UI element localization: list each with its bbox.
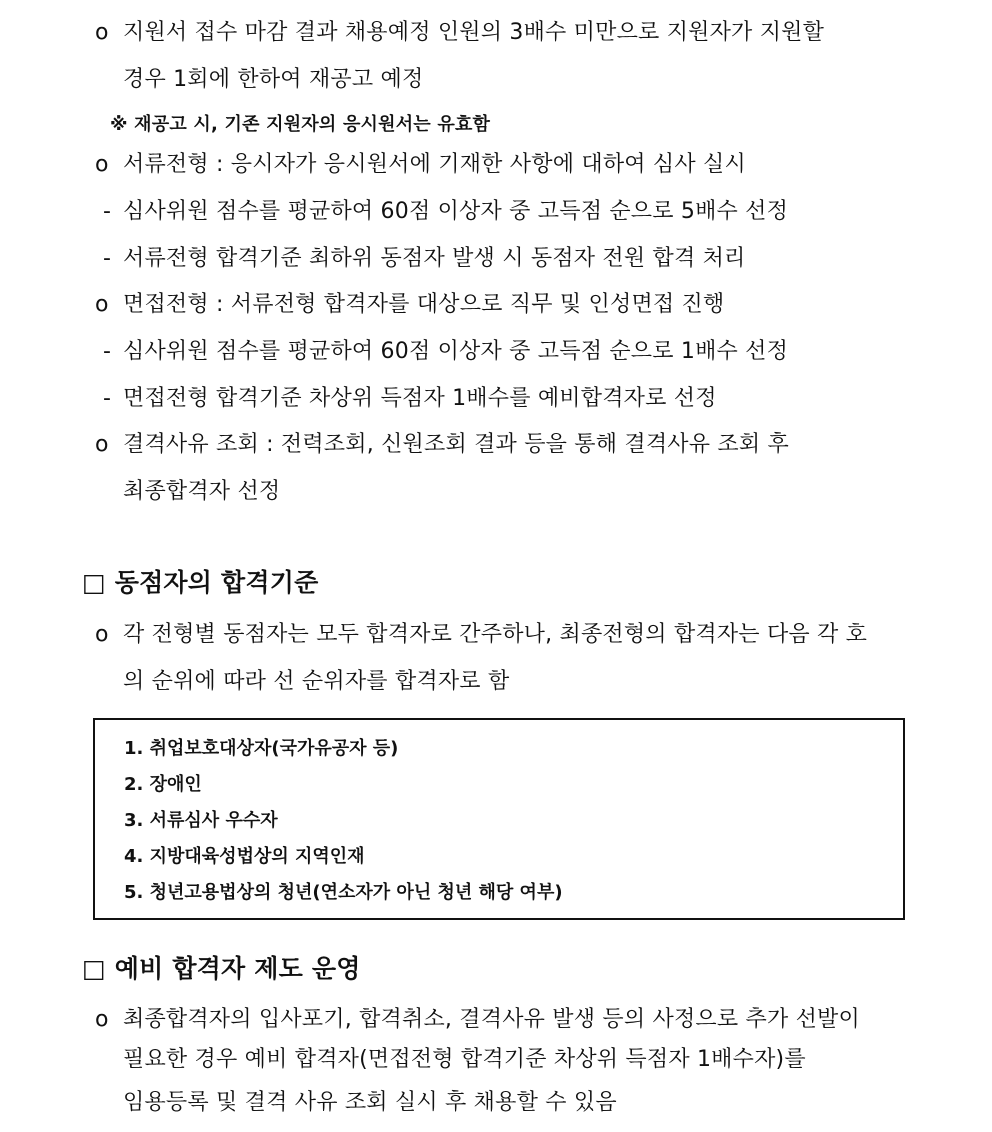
priority-item: 3. 서류심사 우수자 <box>124 810 278 831</box>
bullet-marker: ο <box>95 622 109 647</box>
bullet-marker: ο <box>95 292 109 317</box>
dash-marker: - <box>103 199 111 224</box>
priority-item: 5. 청년고용법상의 청년(연소자가 아닌 청년 해당 여부) <box>124 882 563 903</box>
priority-list-box <box>93 718 905 920</box>
interview-criteria-2: 면접전형 합격기준 차상위 득점자 1배수를 예비합격자로 선정 <box>123 386 717 411</box>
priority-item: 1. 취업보호대상자(국가유공자 등) <box>124 738 399 759</box>
document-screening-criteria-1: 심사위원 점수를 평균하여 60점 이상자 중 고득점 순으로 5배수 선정 <box>123 199 789 224</box>
priority-item: 2. 장애인 <box>124 774 202 795</box>
document-screening-line: 서류전형 : 응시자가 응시원서에 기재한 사항에 대하여 심사 실시 <box>123 152 746 177</box>
bullet-marker: ο <box>95 20 109 45</box>
document-screening-criteria-2: 서류전형 합격기준 최하위 동점자 발생 시 동점자 전원 합격 처리 <box>123 246 746 271</box>
tie-criteria-heading: □ 동점자의 합격기준 <box>82 568 319 597</box>
reannounce-line-1: 지원서 접수 마감 결과 채용예정 인원의 3배수 미만으로 지원자가 지원할 <box>123 20 825 45</box>
dash-marker: - <box>103 386 111 411</box>
reserve-line-2: 필요한 경우 예비 합격자(면접전형 합격기준 차상위 득점자 1배수자)를 <box>123 1047 806 1072</box>
bullet-marker: ο <box>95 152 109 177</box>
reserve-line-3: 임용등록 및 결격 사유 조회 실시 후 채용할 수 있음 <box>123 1090 617 1115</box>
reserve-system-heading: □ 예비 합격자 제도 운영 <box>82 954 361 983</box>
bullet-marker: ο <box>95 432 109 457</box>
tie-rule-line-2: 의 순위에 따라 선 순위자를 합격자로 함 <box>123 669 510 694</box>
interview-line: 면접전형 : 서류전형 합격자를 대상으로 직무 및 인성면접 진행 <box>123 292 725 317</box>
priority-item: 4. 지방대육성법상의 지역인재 <box>124 846 365 867</box>
interview-criteria-1: 심사위원 점수를 평균하여 60점 이상자 중 고득점 순으로 1배수 선정 <box>123 339 789 364</box>
reannounce-line-2: 경우 1회에 한하여 재공고 예정 <box>123 67 424 92</box>
dash-marker: - <box>103 339 111 364</box>
dash-marker: - <box>103 246 111 271</box>
bullet-marker: ο <box>95 1007 109 1032</box>
disqualification-line-1: 결격사유 조회 : 전력조회, 신원조회 결과 등을 통해 결격사유 조회 후 <box>123 432 789 457</box>
tie-rule-line-1: 각 전형별 동점자는 모두 합격자로 간주하나, 최종전형의 합격자는 다음 각 호 <box>123 622 868 647</box>
reannounce-note: ※ 재공고 시, 기존 지원자의 응시원서는 유효함 <box>110 114 491 135</box>
disqualification-line-2: 최종합격자 선정 <box>123 479 281 504</box>
reserve-line-1: 최종합격자의 입사포기, 합격취소, 결격사유 발생 등의 사정으로 추가 선발이 <box>123 1007 860 1032</box>
